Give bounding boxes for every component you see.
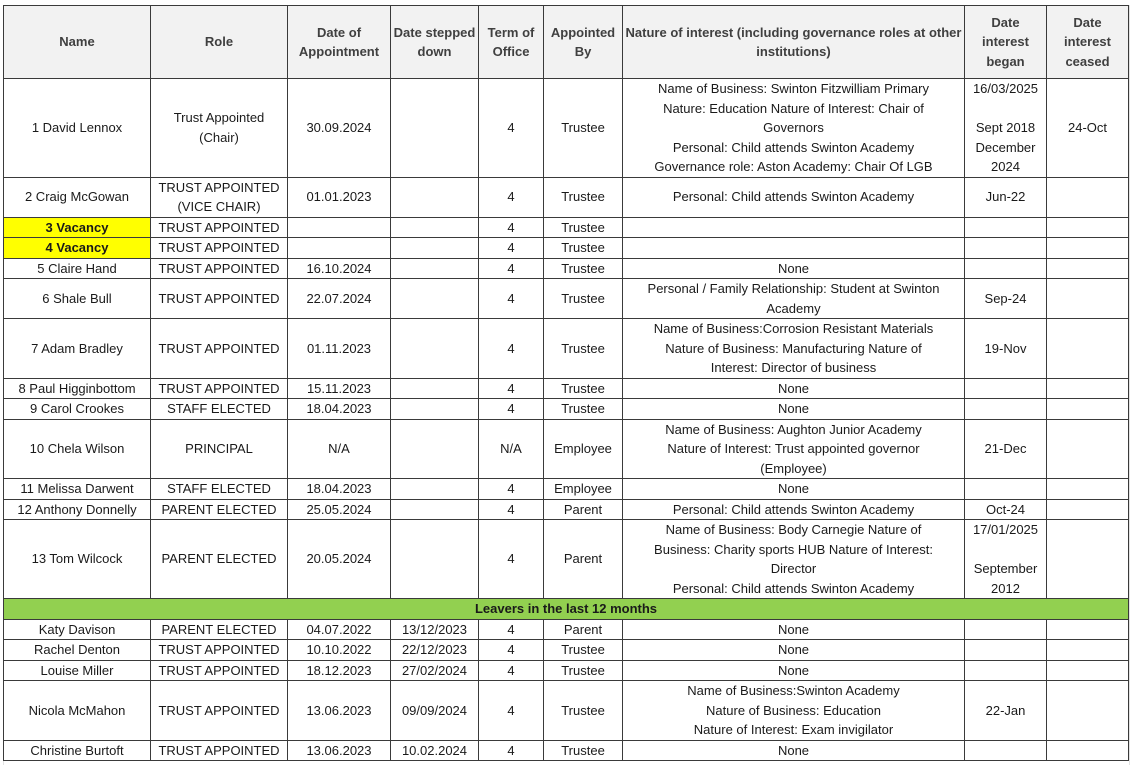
member-role: TRUST APPOINTED: [151, 660, 288, 681]
date-interest-began-line: Sep-24: [984, 290, 1027, 306]
term-of-office: 4: [479, 660, 544, 681]
date-stepped-down: [391, 399, 479, 420]
date-of-appointment: [288, 217, 391, 238]
nature-of-interest-line: Governance role: Aston Academy: Chair Of LGB: [654, 159, 933, 174]
date-interest-ceased: [1047, 640, 1129, 661]
date-of-appointment: 16.10.2024: [288, 258, 391, 279]
member-role: TRUST APPOINTED: [151, 319, 288, 379]
date-interest-began-line: 17/01/2025: [972, 522, 1039, 537]
member-role: PARENT ELECTED: [151, 520, 288, 599]
appointed-by: Trustee: [544, 660, 623, 681]
date-of-appointment: 18.04.2023: [288, 399, 391, 420]
date-interest-began: [965, 660, 1047, 681]
date-interest-began-line: Oct-24: [985, 501, 1025, 517]
date-of-appointment: 18.04.2023: [288, 479, 391, 500]
member-name: 13 Tom Wilcock: [4, 520, 151, 599]
date-interest-began-line: Sept 2018: [975, 120, 1036, 135]
nature-of-interest-line: Name of Business:Swinton Academy: [687, 683, 900, 698]
date-interest-began-line: 2012: [991, 580, 1020, 596]
date-interest-ceased: [1047, 520, 1129, 599]
date-stepped-down: [391, 479, 479, 500]
term-of-office: 4: [479, 258, 544, 279]
header-name: Name: [4, 6, 151, 79]
member-role: PARENT ELECTED: [151, 619, 288, 640]
member-name: 12 Anthony Donnelly: [4, 499, 151, 520]
date-interest-began-line: 2024: [991, 159, 1020, 174]
date-interest-began-line: [967, 661, 1044, 681]
member-role: PRINCIPAL: [151, 419, 288, 479]
date-interest-ceased: [1047, 378, 1129, 399]
date-interest-began: [965, 378, 1047, 399]
date-interest-ceased: [1047, 681, 1129, 741]
date-of-appointment: 20.05.2024: [288, 520, 391, 599]
leavers-body: [4, 619, 1129, 761]
date-stepped-down: [391, 217, 479, 238]
date-of-appointment: 18.12.2023: [288, 660, 391, 681]
date-of-appointment: 25.05.2024: [288, 499, 391, 520]
date-stepped-down: [391, 520, 479, 599]
member-name: 1 David Lennox: [4, 79, 151, 178]
date-interest-began-line: [967, 741, 1044, 761]
member-role: TRUST APPOINTED: [151, 258, 288, 279]
date-interest-began: [965, 177, 1047, 217]
nature-of-interest: [623, 319, 965, 379]
member-name: 8 Paul Higginbottom: [4, 378, 151, 399]
member-name: Nicola McMahon: [4, 681, 151, 741]
date-stepped-down: [391, 238, 479, 259]
date-of-appointment: 04.07.2022: [288, 619, 391, 640]
date-interest-began-line: [967, 218, 1044, 238]
nature-of-interest-line: Personal / Family Relationship: Student at Swinton: [647, 281, 940, 296]
nature-of-interest-line: Name of Business: Swinton Fitzwilliam Primary: [658, 81, 929, 96]
term-of-office: 4: [479, 177, 544, 217]
nature-of-interest-line: (Employee): [760, 460, 827, 476]
nature-of-interest-line: None: [777, 742, 810, 758]
date-interest-began: [965, 681, 1047, 741]
nature-of-interest-line: Personal: Child attends Swinton Academy: [672, 580, 915, 596]
date-interest-began: [965, 258, 1047, 279]
date-interest-ceased: [1047, 279, 1129, 319]
date-interest-began: [965, 619, 1047, 640]
date-interest-ceased: 24-Oct: [1047, 79, 1129, 178]
term-of-office: 4: [479, 520, 544, 599]
nature-of-interest: [623, 217, 965, 238]
date-stepped-down: 13/12/2023: [391, 619, 479, 640]
date-interest-began: [965, 79, 1047, 178]
member-role: Trust Appointed (Chair): [151, 79, 288, 178]
appointed-by: Trustee: [544, 238, 623, 259]
term-of-office: 4: [479, 740, 544, 761]
date-stepped-down: 27/02/2024: [391, 660, 479, 681]
date-stepped-down: 22/12/2023: [391, 640, 479, 661]
date-interest-began: [965, 499, 1047, 520]
date-interest-ceased: [1047, 319, 1129, 379]
member-role: TRUST APPOINTED: [151, 378, 288, 399]
date-stepped-down: [391, 258, 479, 279]
nature-of-interest-line: Governors: [763, 120, 824, 135]
nature-of-interest-line: None: [777, 481, 810, 496]
nature-of-interest-line: Director: [770, 561, 817, 576]
member-name: 7 Adam Bradley: [4, 319, 151, 379]
right-gridline: [1129, 5, 1133, 765]
nature-of-interest-line: Academy: [766, 300, 821, 316]
member-name: 2 Craig McGowan: [4, 177, 151, 217]
nature-of-interest: [623, 79, 965, 178]
date-interest-began-line: [967, 99, 1044, 119]
member-role: TRUST APPOINTED (VICE CHAIR): [151, 177, 288, 217]
member-role: TRUST APPOINTED: [151, 217, 288, 238]
appointed-by: Parent: [544, 619, 623, 640]
date-interest-began: [965, 238, 1047, 259]
header-row: [4, 6, 1129, 79]
nature-of-interest: [623, 177, 965, 217]
date-interest-began-line: 21-Dec: [984, 441, 1027, 456]
date-interest-began: [965, 640, 1047, 661]
nature-of-interest-line: None: [777, 662, 810, 678]
member-name: 9 Carol Crookes: [4, 399, 151, 420]
header-appointed-by: Appointed By: [544, 6, 623, 79]
date-interest-began-line: [967, 399, 1044, 419]
nature-of-interest-line: Name of Business: Aughton Junior Academy: [665, 421, 922, 437]
date-of-appointment: 13.06.2023: [288, 681, 391, 741]
member-name: Louise Miller: [4, 660, 151, 681]
nature-of-interest-line: None: [777, 380, 810, 396]
date-of-appointment: 10.10.2022: [288, 640, 391, 661]
term-of-office: 4: [479, 279, 544, 319]
nature-of-interest: [623, 660, 965, 681]
register-of-interests-table: [3, 5, 1129, 761]
date-interest-began-line: [967, 620, 1044, 640]
nature-of-interest-line: None: [777, 642, 810, 657]
date-stepped-down: 10.02.2024: [391, 740, 479, 761]
date-of-appointment: 01.01.2023: [288, 177, 391, 217]
date-interest-ceased: [1047, 238, 1129, 259]
term-of-office: N/A: [479, 419, 544, 479]
date-of-appointment: N/A: [288, 419, 391, 479]
member-row: [4, 520, 1129, 599]
nature-of-interest: [623, 419, 965, 479]
member-role: STAFF ELECTED: [151, 479, 288, 500]
date-interest-began-line: 22-Jan: [985, 702, 1026, 718]
appointed-by: Employee: [544, 419, 623, 479]
member-row: [4, 479, 1129, 500]
date-interest-began-line: September: [973, 561, 1038, 576]
nature-of-interest: [623, 479, 965, 500]
header-date-stepped-down: Date stepped down: [391, 6, 479, 79]
appointed-by: Trustee: [544, 399, 623, 420]
date-interest-ceased: [1047, 619, 1129, 640]
member-name: 5 Claire Hand: [4, 258, 151, 279]
date-interest-began-line: Jun-22: [985, 189, 1026, 205]
member-name: 6 Shale Bull: [4, 279, 151, 319]
date-interest-ceased: [1047, 479, 1129, 500]
member-name: 11 Melissa Darwent: [4, 479, 151, 500]
leaver-row: [4, 681, 1129, 741]
date-of-appointment: 15.11.2023: [288, 378, 391, 399]
nature-of-interest-line: [625, 238, 962, 258]
term-of-office: 4: [479, 378, 544, 399]
member-role: TRUST APPOINTED: [151, 279, 288, 319]
nature-of-interest-line: Personal: Child attends Swinton Academy: [672, 139, 915, 155]
nature-of-interest: [623, 238, 965, 259]
header-nature-of-interest: Nature of interest (including governance roles at other institutions): [623, 6, 965, 79]
date-interest-ceased: [1047, 258, 1129, 279]
header-role: Role: [151, 6, 288, 79]
date-interest-began-line: [967, 238, 1044, 258]
member-row: [4, 378, 1129, 399]
appointed-by: Trustee: [544, 740, 623, 761]
term-of-office: 4: [479, 499, 544, 520]
header-date-interest-ceased: Date interest ceased: [1047, 6, 1129, 79]
member-row: [4, 79, 1129, 178]
date-interest-began: [965, 479, 1047, 500]
date-interest-began: [965, 279, 1047, 319]
date-stepped-down: [391, 499, 479, 520]
header-term-of-office: Term of Office: [479, 6, 544, 79]
leaver-row: [4, 740, 1129, 761]
date-interest-began: [965, 419, 1047, 479]
appointed-by: Trustee: [544, 79, 623, 178]
nature-of-interest-line: Nature of Business: Education: [706, 702, 881, 718]
appointed-by: Parent: [544, 520, 623, 599]
nature-of-interest-line: [625, 218, 962, 238]
nature-of-interest-line: Interest: Director of business: [710, 360, 877, 375]
date-stepped-down: [391, 378, 479, 399]
term-of-office: 4: [479, 217, 544, 238]
member-row: [4, 177, 1129, 217]
member-role: TRUST APPOINTED: [151, 740, 288, 761]
date-of-appointment: 30.09.2024: [288, 79, 391, 178]
nature-of-interest-line: Nature of Interest: Trust appointed governor: [667, 441, 920, 456]
date-stepped-down: 09/09/2024: [391, 681, 479, 741]
leaver-row: [4, 640, 1129, 661]
date-interest-ceased: [1047, 740, 1129, 761]
date-stepped-down: [391, 319, 479, 379]
date-of-appointment: 13.06.2023: [288, 740, 391, 761]
nature-of-interest-line: Nature of Business: Manufacturing Nature of: [665, 340, 922, 356]
date-of-appointment: 22.07.2024: [288, 279, 391, 319]
leavers-heading: Leavers in the last 12 months: [4, 599, 1129, 620]
date-interest-ceased: [1047, 217, 1129, 238]
date-interest-began-line: [967, 259, 1044, 279]
nature-of-interest: [623, 520, 965, 599]
date-interest-ceased: [1047, 499, 1129, 520]
member-row: [4, 279, 1129, 319]
leaver-row: [4, 660, 1129, 681]
nature-of-interest-line: Business: Charity sports HUB Nature of Interest:: [654, 541, 933, 557]
date-stepped-down: [391, 79, 479, 178]
date-of-appointment: 01.11.2023: [288, 319, 391, 379]
member-name: Rachel Denton: [4, 640, 151, 661]
nature-of-interest-line: None: [777, 401, 810, 416]
date-stepped-down: [391, 419, 479, 479]
term-of-office: 4: [479, 79, 544, 178]
date-interest-began-line: 19-Nov: [984, 340, 1027, 356]
appointed-by: Trustee: [544, 258, 623, 279]
date-interest-began: [965, 740, 1047, 761]
nature-of-interest: [623, 399, 965, 420]
date-interest-began: [965, 319, 1047, 379]
appointed-by: Trustee: [544, 177, 623, 217]
member-role: PARENT ELECTED: [151, 499, 288, 520]
term-of-office: 4: [479, 640, 544, 661]
leaver-row: [4, 619, 1129, 640]
date-interest-began-line: [967, 479, 1044, 499]
header-date-of-appointment: Date of Appointment: [288, 6, 391, 79]
nature-of-interest: [623, 640, 965, 661]
nature-of-interest-line: None: [777, 260, 810, 276]
member-role: STAFF ELECTED: [151, 399, 288, 420]
date-interest-began-line: [967, 379, 1044, 399]
member-role: TRUST APPOINTED: [151, 640, 288, 661]
date-interest-ceased: [1047, 177, 1129, 217]
member-name: 4 Vacancy: [4, 238, 151, 259]
nature-of-interest-line: Personal: Child attends Swinton Academy: [672, 501, 915, 517]
appointed-by: Employee: [544, 479, 623, 500]
member-name: Katy Davison: [4, 619, 151, 640]
member-name: Christine Burtoft: [4, 740, 151, 761]
nature-of-interest: [623, 258, 965, 279]
nature-of-interest: [623, 681, 965, 741]
appointed-by: Trustee: [544, 217, 623, 238]
date-interest-began: [965, 217, 1047, 238]
nature-of-interest-line: Nature of Interest: Exam invigilator: [693, 722, 894, 737]
nature-of-interest: [623, 279, 965, 319]
term-of-office: 4: [479, 619, 544, 640]
member-row: [4, 399, 1129, 420]
header-date-interest-began: Date interest began: [965, 6, 1047, 79]
date-interest-began-line: [967, 540, 1044, 560]
date-interest-ceased: [1047, 419, 1129, 479]
date-stepped-down: [391, 177, 479, 217]
nature-of-interest: [623, 378, 965, 399]
date-interest-began-line: December: [975, 139, 1036, 155]
date-interest-began-line: [967, 640, 1044, 660]
nature-of-interest-line: Name of Business: Body Carnegie Nature of: [665, 522, 922, 537]
nature-of-interest: [623, 619, 965, 640]
member-row: [4, 419, 1129, 479]
term-of-office: 4: [479, 238, 544, 259]
date-of-appointment: [288, 238, 391, 259]
appointed-by: Trustee: [544, 319, 623, 379]
term-of-office: 4: [479, 399, 544, 420]
member-row: [4, 238, 1129, 259]
nature-of-interest-line: Nature: Education Nature of Interest: Chair of: [663, 100, 924, 116]
member-name: 3 Vacancy: [4, 217, 151, 238]
member-role: TRUST APPOINTED: [151, 681, 288, 741]
member-row: [4, 499, 1129, 520]
appointed-by: Trustee: [544, 279, 623, 319]
date-interest-ceased: [1047, 660, 1129, 681]
date-interest-ceased: [1047, 399, 1129, 420]
member-role: TRUST APPOINTED: [151, 238, 288, 259]
date-interest-began: [965, 399, 1047, 420]
date-interest-began: [965, 520, 1047, 599]
date-stepped-down: [391, 279, 479, 319]
term-of-office: 4: [479, 319, 544, 379]
nature-of-interest-line: Name of Business:Corrosion Resistant Materials: [653, 321, 934, 336]
appointed-by: Trustee: [544, 378, 623, 399]
leavers-heading-row: [4, 599, 1129, 620]
appointed-by: Trustee: [544, 681, 623, 741]
nature-of-interest: [623, 499, 965, 520]
leavers-section: [4, 599, 1129, 620]
member-name: 10 Chela Wilson: [4, 419, 151, 479]
term-of-office: 4: [479, 681, 544, 741]
current-members-body: [4, 79, 1129, 599]
member-row: [4, 319, 1129, 379]
nature-of-interest-line: Personal: Child attends Swinton Academy: [672, 189, 915, 205]
appointed-by: Trustee: [544, 640, 623, 661]
nature-of-interest: [623, 740, 965, 761]
nature-of-interest-line: None: [777, 621, 810, 637]
member-row: [4, 258, 1129, 279]
date-interest-began-line: 16/03/2025: [972, 81, 1039, 96]
term-of-office: 4: [479, 479, 544, 500]
member-row: [4, 217, 1129, 238]
appointed-by: Parent: [544, 499, 623, 520]
